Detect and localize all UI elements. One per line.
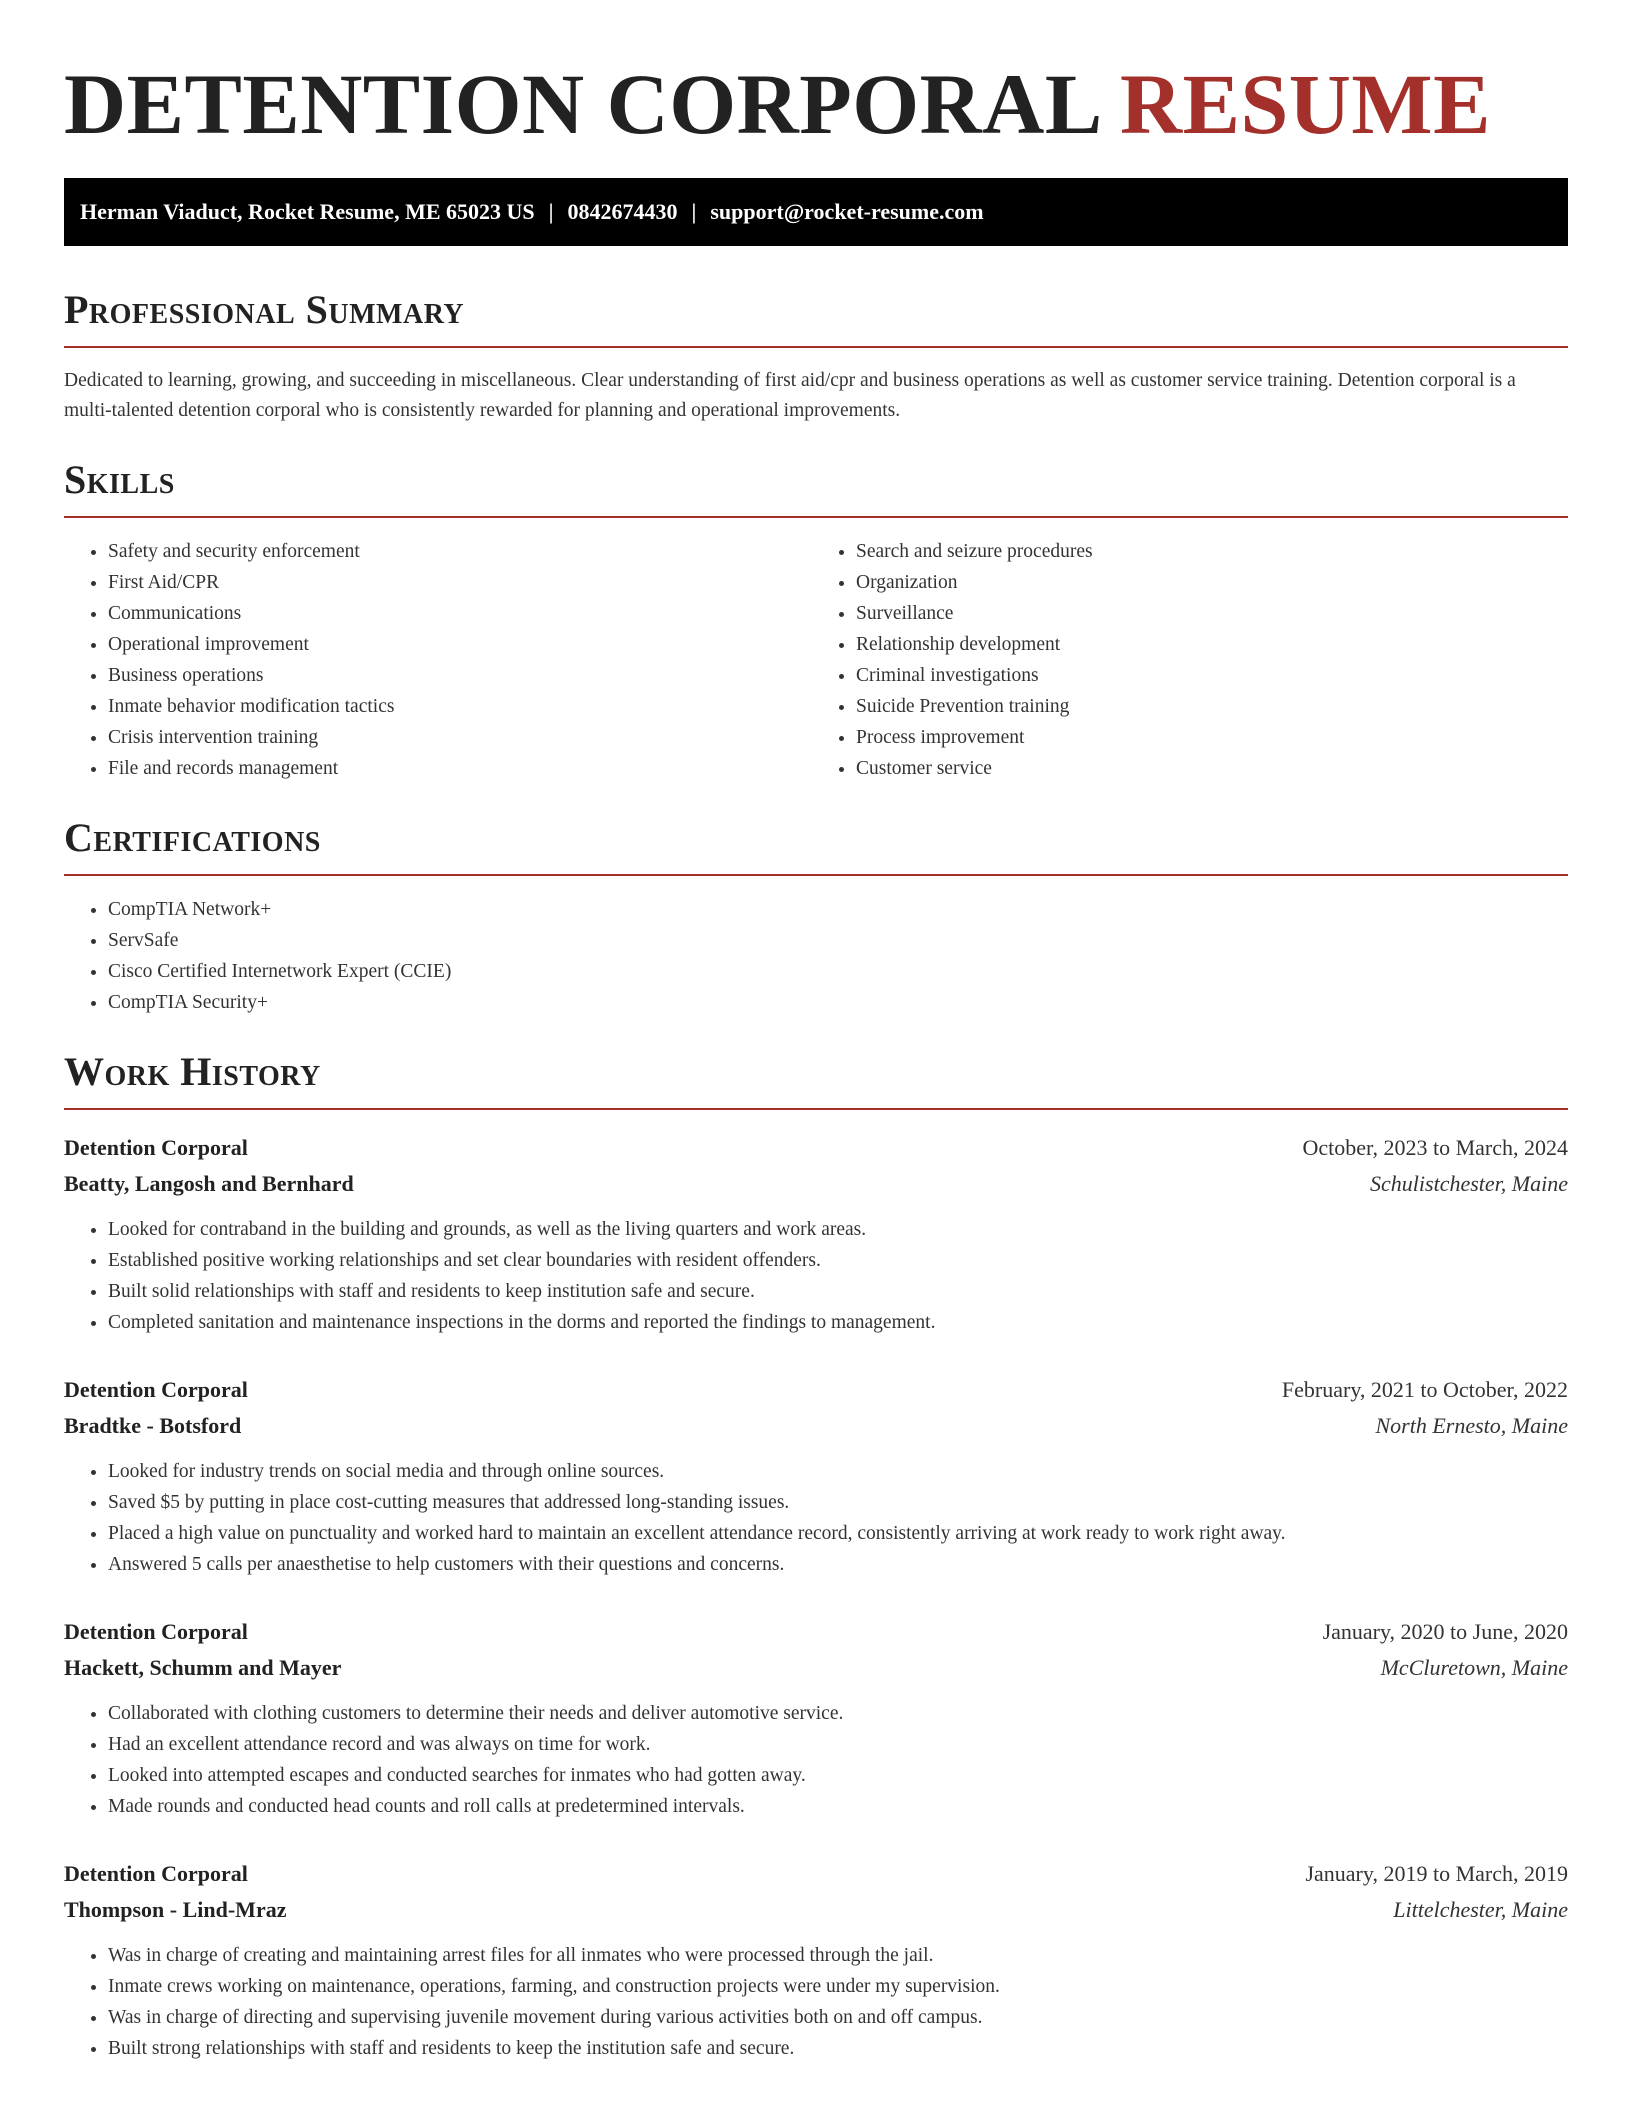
section-divider bbox=[64, 346, 1568, 348]
summary-section bbox=[64, 286, 1568, 426]
skill-item: • Search and seizure procedures bbox=[856, 536, 1568, 567]
contact-email: support@rocket-resume.com bbox=[710, 199, 984, 224]
job-company: Beatty, Langosh and Bernhard bbox=[64, 1171, 354, 1196]
job-duty: • Made rounds and conducted head counts and roll calls at predetermined intervals. bbox=[108, 1791, 1568, 1822]
skills-list-right bbox=[816, 536, 1568, 784]
job-dates: October, 2023 to March, 2024 bbox=[1302, 1135, 1568, 1160]
job-header-row bbox=[64, 1614, 1568, 1650]
certifications-list bbox=[64, 894, 1568, 1018]
contact-address: Herman Viaduct, Rocket Resume, ME 65023 US bbox=[80, 199, 535, 224]
job-duties-list bbox=[64, 1698, 1568, 1822]
job-duty: • Looked into attempted escapes and conducted searches for inmates who had gotten away. bbox=[108, 1760, 1568, 1791]
title-main: DETENTION CORPORAL bbox=[64, 56, 1098, 152]
resume-title bbox=[64, 0, 1568, 154]
certification-item: • ServSafe bbox=[108, 925, 1568, 956]
job-duty: • Built solid relationships with staff and residents to keep institution safe and secure. bbox=[108, 1276, 1568, 1307]
skill-item: • Crisis intervention training bbox=[108, 722, 816, 753]
skill-item: • Customer service bbox=[856, 753, 1568, 784]
job-duty: • Answered 5 calls per anaesthetise to help customers with their questions and concerns. bbox=[108, 1549, 1568, 1580]
job-company: Hackett, Schumm and Mayer bbox=[64, 1655, 342, 1680]
section-divider bbox=[64, 1108, 1568, 1110]
job-entry bbox=[64, 1372, 1568, 1580]
job-duty: • Saved $5 by putting in place cost-cutting measures that addressed long-standing issues. bbox=[108, 1487, 1568, 1518]
certifications-section bbox=[64, 814, 1568, 1018]
summary-text: Dedicated to learning, growing, and succeeding in miscellaneous. Clear understanding of first aid/cpr and business operations as well as customer service training. Detention corporal is a multi-talented detention corporal who is consistently rewarded for planning and operational improvements. bbox=[64, 370, 1516, 421]
job-duty: • Was in charge of creating and maintaining arrest files for all inmates who were processed through the jail. bbox=[108, 1940, 1568, 1971]
job-dates: February, 2021 to October, 2022 bbox=[1281, 1377, 1568, 1402]
job-company-row bbox=[64, 1892, 1568, 1928]
skill-item: • Operational improvement bbox=[108, 629, 816, 660]
skill-item: • Suicide Prevention training bbox=[856, 691, 1568, 722]
certification-item: • CompTIA Security+ bbox=[108, 987, 1568, 1018]
job-duty: • Looked for industry trends on social media and through online sources. bbox=[108, 1456, 1568, 1487]
skills-grid bbox=[64, 518, 1568, 784]
job-entry bbox=[64, 1856, 1568, 2064]
skill-item: • Process improvement bbox=[856, 722, 1568, 753]
job-company-row bbox=[64, 1650, 1568, 1686]
job-title: Detention Corporal bbox=[64, 1377, 248, 1402]
certification-item: • Cisco Certified Internetwork Expert (CCIE) bbox=[108, 956, 1568, 987]
job-location: McCluretown, Maine bbox=[1380, 1655, 1568, 1680]
job-duties-list bbox=[64, 1940, 1568, 2064]
summary-heading: Professional Summary bbox=[64, 287, 465, 332]
certification-item: • CompTIA Network+ bbox=[108, 894, 1568, 925]
job-header-row bbox=[64, 1130, 1568, 1166]
contact-bar bbox=[64, 178, 1568, 246]
work-history-section bbox=[64, 1048, 1568, 2064]
job-header-row bbox=[64, 1856, 1568, 1892]
skill-item: • Inmate behavior modification tactics bbox=[108, 691, 816, 722]
section-divider bbox=[64, 874, 1568, 876]
skill-item: • Surveillance bbox=[856, 598, 1568, 629]
job-duty: • Built strong relationships with staff and residents to keep the institution safe and secure. bbox=[108, 2033, 1568, 2064]
skill-item: • File and records management bbox=[108, 753, 816, 784]
skill-item: • Business operations bbox=[108, 660, 816, 691]
skills-list-left bbox=[64, 536, 816, 784]
job-duty: • Completed sanitation and maintenance inspections in the dorms and reported the findings to management. bbox=[108, 1307, 1568, 1338]
job-duties-list bbox=[64, 1456, 1568, 1580]
job-location: North Ernesto, Maine bbox=[1375, 1413, 1568, 1438]
skills-section bbox=[64, 456, 1568, 784]
job-duties-list bbox=[64, 1214, 1568, 1338]
job-company: Bradtke - Botsford bbox=[64, 1413, 242, 1438]
job-duty: • Looked for contraband in the building and grounds, as well as the living quarters and work areas. bbox=[108, 1214, 1568, 1245]
job-header-row bbox=[64, 1372, 1568, 1408]
contact-separator: | bbox=[691, 199, 697, 224]
skill-item: • Criminal investigations bbox=[856, 660, 1568, 691]
job-entry bbox=[64, 1130, 1568, 1338]
job-location: Schulistchester, Maine bbox=[1370, 1171, 1568, 1196]
skill-item: • Communications bbox=[108, 598, 816, 629]
skill-item: • First Aid/CPR bbox=[108, 567, 816, 598]
job-company-row bbox=[64, 1408, 1568, 1444]
skill-item: • Safety and security enforcement bbox=[108, 536, 816, 567]
job-entry bbox=[64, 1614, 1568, 1822]
job-duty: • Collaborated with clothing customers to determine their needs and deliver automotive service. bbox=[108, 1698, 1568, 1729]
contact-separator: | bbox=[548, 199, 554, 224]
job-company-row bbox=[64, 1166, 1568, 1202]
job-title: Detention Corporal bbox=[64, 1861, 248, 1886]
skill-item: • Organization bbox=[856, 567, 1568, 598]
job-title: Detention Corporal bbox=[64, 1135, 248, 1160]
skill-item: • Relationship development bbox=[856, 629, 1568, 660]
work-history-heading: Work History bbox=[64, 1049, 321, 1094]
job-duty: • Inmate crews working on maintenance, operations, farming, and construction projects were under my supervision. bbox=[108, 1971, 1568, 2002]
skills-heading: Skills bbox=[64, 457, 175, 502]
job-dates: January, 2019 to March, 2019 bbox=[1305, 1861, 1568, 1886]
job-duty: • Had an excellent attendance record and was always on time for work. bbox=[108, 1729, 1568, 1760]
job-duty: • Placed a high value on punctuality and worked hard to maintain an excellent attendance record, consistently arriving at work ready to work right away. bbox=[108, 1518, 1568, 1549]
title-accent: RESUME bbox=[1120, 56, 1491, 152]
job-location: Littelchester, Maine bbox=[1393, 1897, 1568, 1922]
certifications-heading: Certifications bbox=[64, 815, 321, 860]
job-duty: • Established positive working relationships and set clear boundaries with resident offenders. bbox=[108, 1245, 1568, 1276]
job-title: Detention Corporal bbox=[64, 1619, 248, 1644]
job-duty: • Was in charge of directing and supervising juvenile movement during various activities both on and off campus. bbox=[108, 2002, 1568, 2033]
contact-phone: 0842674430 bbox=[567, 199, 678, 224]
job-dates: January, 2020 to June, 2020 bbox=[1322, 1619, 1568, 1644]
job-company: Thompson - Lind-Mraz bbox=[64, 1897, 287, 1922]
